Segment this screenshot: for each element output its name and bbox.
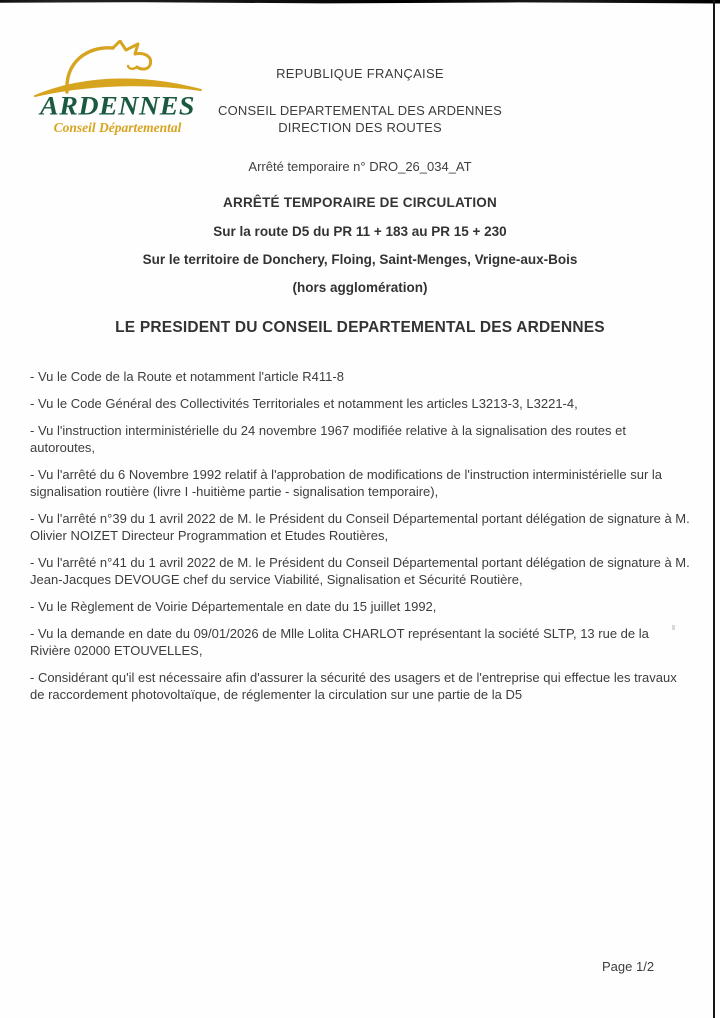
republique-line: REPUBLIQUE FRANÇAISE <box>276 66 444 81</box>
recital-paragraph: - Vu l'arrêté n°39 du 1 avril 2022 de M. le Président du Conseil Départemental portant délégation de signature à M. Olivier NOIZET Directeur Programmation et Etudes Routières, <box>30 511 690 543</box>
direction-line: DIRECTION DES ROUTES <box>278 120 442 135</box>
route-line: Sur la route D5 du PR 11 + 183 au PR 15 + 230 <box>213 224 507 239</box>
scan-speck <box>672 625 675 630</box>
recitals <box>30 368 692 703</box>
recital-paragraph: - Vu l'arrêté du 6 Novembre 1992 relatif à l'approbation de modifications de l'instruction interministérielle sur la signalisation routière (livre I -huitième partie - signalisation temporaire), <box>30 467 663 499</box>
scan-artifact-right-edge <box>713 0 715 1018</box>
recital-paragraph: - Considérant qu'il est nécessaire afin d'assurer la sécurité des usagers et de l'entreprise qui effectue les travaux de raccordement photovoltaïque, de réglementer la circulation sur une partie de la D5 <box>30 670 677 702</box>
recital-paragraph: - Vu l'arrêté n°41 du 1 avril 2022 de M. le Président du Conseil Départemental portant délégation de signature à M. Jean-Jacques DEVOUGE chef du service Viabilité, Signalisation et Sécurité Routière, <box>30 555 690 587</box>
recital-paragraph: - Vu la demande en date du 09/01/2026 de Mlle Lolita CHARLOT représentant la société SLTP, 13 rue de la Rivière 02000 ETOUVELLES, <box>30 626 649 658</box>
recital-paragraph: - Vu l'instruction interministérielle du 24 novembre 1967 modifiée relative à la signalisation des routes et autoroutes, <box>30 423 626 455</box>
recital-paragraph: - Vu le Code Général des Collectivités Territoriales et notamment les articles L3213-3, L3221-4, <box>30 396 578 411</box>
boar-swoosh-icon <box>33 40 203 98</box>
conseil-line: CONSEIL DEPARTEMENTAL DES ARDENNES <box>218 103 502 118</box>
ardennes-logo <box>30 40 205 136</box>
territory-line: Sur le territoire de Donchery, Floing, Saint-Menges, Vrigne-aux-Bois <box>142 252 578 267</box>
president-heading: LE PRESIDENT DU CONSEIL DEPARTEMENTAL DES ARDENNES <box>115 319 605 336</box>
logo-subtitle: Conseil Départemental <box>53 120 182 135</box>
logo-wordmark: ARDENNES <box>40 91 195 122</box>
page-number: Page 1/2 <box>602 959 655 974</box>
arrete-reference: Arrêté temporaire n° DRO_26_034_AT <box>248 159 472 174</box>
recital-paragraph: - Vu le Code de la Route et notamment l'article R411-8 <box>30 369 344 384</box>
recital-paragraph: - Vu le Règlement de Voirie Départementale en date du 15 juillet 1992, <box>30 599 437 614</box>
agglomeration-line: (hors agglomération) <box>292 280 428 295</box>
arrete-title: ARRÊTÉ TEMPORAIRE DE CIRCULATION <box>223 195 497 210</box>
